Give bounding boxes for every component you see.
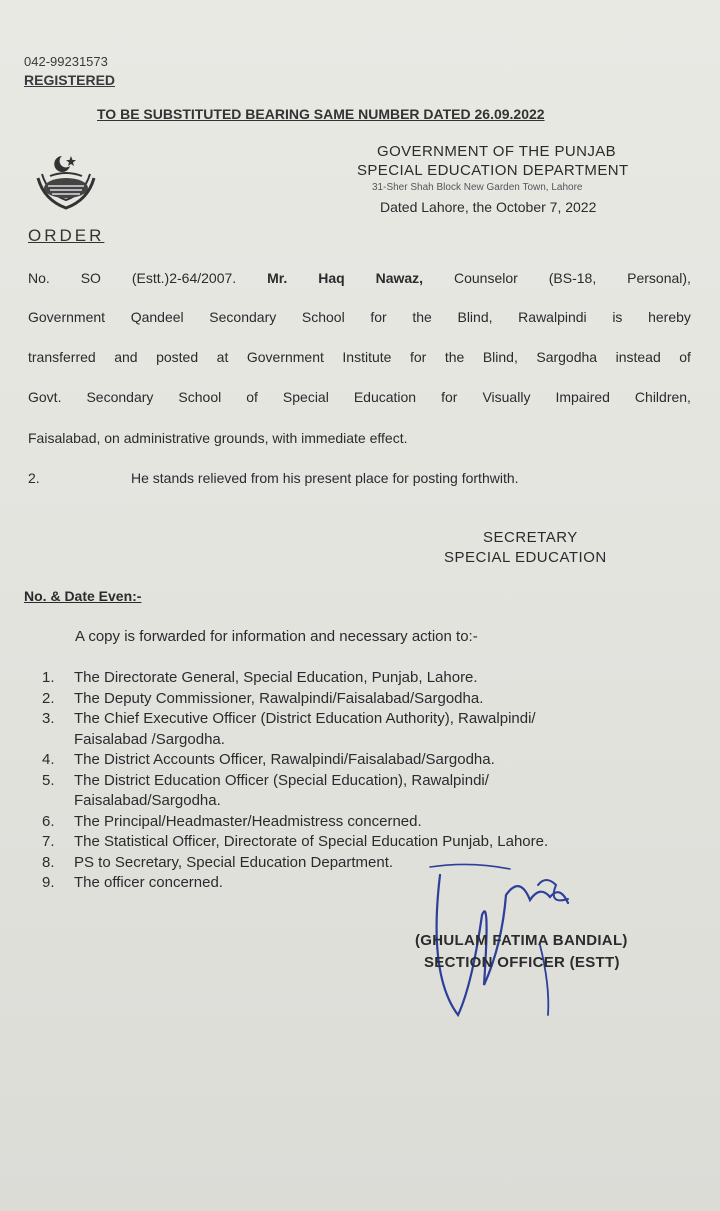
- copy-forwarded-intro: A copy is forwarded for information and necessary action to:-: [75, 628, 478, 645]
- substitution-note: TO BE SUBSTITUTED BEARING SAME NUMBER DATED 26.09.2022: [97, 106, 545, 122]
- word: Children,: [634, 389, 691, 405]
- list-item-number: 9.: [42, 874, 55, 891]
- word: Qandeel: [130, 309, 184, 325]
- word: Special: [282, 389, 329, 405]
- order-paragraph-line: [28, 270, 691, 286]
- list-item: [42, 771, 548, 812]
- list-item-text: The Chief Executive Officer (District Education Authority), Rawalpindi/ Faisalabad /Sargodha.: [74, 710, 536, 748]
- word: Institute: [342, 349, 392, 365]
- list-item-text: PS to Secretary, Special Education Department.: [74, 853, 394, 871]
- list-item-number: 2.: [42, 689, 55, 707]
- paragraph-2-text: He stands relieved from his present place for posting forthwith.: [131, 470, 519, 486]
- list-item-text: The Directorate General, Special Education, Punjab, Lahore.: [74, 669, 478, 686]
- list-item-number: 5.: [42, 771, 55, 789]
- list-item-text: The District Accounts Officer, Rawalpindi/Faisalabad/Sargodha.: [74, 751, 495, 768]
- list-item-text: The Statistical Officer, Directorate of Special Education Punjab, Lahore.: [74, 833, 549, 850]
- word: Blind,: [482, 349, 518, 365]
- word: Government: [246, 349, 324, 365]
- list-item: [42, 750, 548, 771]
- list-item: [42, 812, 548, 833]
- list-item-number: 6.: [42, 812, 55, 830]
- letter-date: Dated Lahore, the October 7, 2022: [380, 199, 597, 215]
- paragraph-2-number: 2.: [28, 470, 40, 486]
- word: for: [441, 389, 458, 405]
- word: of: [679, 349, 691, 365]
- word: SO: [80, 270, 101, 286]
- word: School: [178, 389, 222, 405]
- word: transferred: [28, 349, 96, 365]
- word: Secondary: [86, 389, 154, 405]
- word: for: [370, 309, 387, 325]
- word: the: [412, 309, 432, 325]
- letterhead-line2: SPECIAL EDUCATION DEPARTMENT: [357, 162, 629, 179]
- word: is: [612, 309, 623, 325]
- letterhead-address: 31-Sher Shah Block New Garden Town, Lahore: [372, 182, 583, 193]
- signatory-name: (GHULAM FATIMA BANDIAL): [415, 932, 628, 949]
- word: Blind,: [457, 309, 493, 325]
- list-item-number: 1.: [42, 669, 55, 686]
- punjab-government-logo-icon: [30, 150, 102, 214]
- word: (BS-18,: [548, 270, 597, 286]
- word: Mr.: [267, 270, 288, 286]
- word: No.: [28, 270, 50, 286]
- word: Personal),: [627, 270, 691, 286]
- list-item-number: 7.: [42, 833, 55, 850]
- order-paragraph-line: [28, 349, 691, 365]
- registered-label: REGISTERED: [24, 72, 116, 88]
- word: Govt.: [28, 389, 62, 405]
- secretary-department: SPECIAL EDUCATION: [444, 549, 607, 566]
- list-item: [42, 668, 548, 689]
- list-item-text: The officer concerned.: [74, 874, 223, 891]
- word: at: [216, 349, 229, 365]
- list-item-text: The Deputy Commissioner, Rawalpindi/Faisalabad/Sargodha.: [74, 689, 484, 707]
- signatory-title: SECTION OFFICER (ESTT): [424, 954, 620, 971]
- word: Counselor: [454, 270, 518, 286]
- word: (Estt.)2-64/2007.: [131, 270, 237, 286]
- word: posted: [156, 349, 199, 365]
- list-item: [42, 709, 548, 750]
- order-paragraph-line: [28, 309, 691, 325]
- word: and: [114, 349, 138, 365]
- order-paragraph-line: [28, 389, 691, 405]
- secretary-title: SECRETARY: [483, 529, 578, 546]
- list-item-text: The Principal/Headmaster/Headmistress concerned.: [74, 812, 422, 830]
- list-item-number: 4.: [42, 751, 55, 768]
- word: for: [409, 349, 427, 365]
- order-title: ORDER: [28, 226, 105, 245]
- no-date-even-heading: No. & Date Even:-: [24, 588, 142, 604]
- word: Nawaz,: [375, 270, 424, 286]
- phone-number: 042-99231573: [24, 54, 108, 69]
- word: School: [301, 309, 345, 325]
- list-item-number: 3.: [42, 710, 55, 727]
- word: Secondary: [209, 309, 277, 325]
- list-item-text: The District Education Officer (Special Education), Rawalpindi/ Faisalabad/Sargodha.: [74, 771, 489, 809]
- word: Impaired: [555, 389, 610, 405]
- order-paragraph-1-last-line: Faisalabad, on administrative grounds, with immediate effect.: [28, 430, 408, 446]
- word: hereby: [648, 309, 691, 325]
- word: Education: [353, 389, 417, 405]
- list-item: [42, 832, 548, 853]
- list-item: [42, 689, 548, 710]
- word: of: [246, 389, 258, 405]
- list-item-number: 8.: [42, 853, 55, 871]
- word: instead: [615, 349, 661, 365]
- word: the: [444, 349, 465, 365]
- word: Sargodha: [536, 349, 598, 365]
- word: Visually: [482, 389, 531, 405]
- word: Government: [28, 309, 106, 325]
- letterhead-line1: GOVERNMENT OF THE PUNJAB: [377, 143, 617, 160]
- word: Rawalpindi: [518, 309, 587, 325]
- word: Haq: [318, 270, 345, 286]
